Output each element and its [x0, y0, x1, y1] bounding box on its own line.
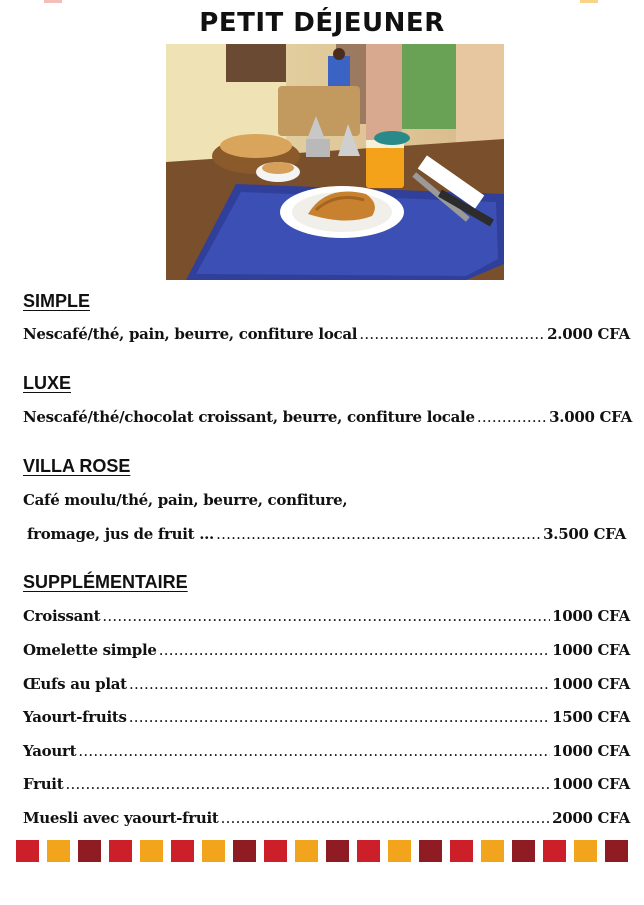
menu-item-supplement	[23, 775, 630, 793]
breakfast-illustration	[166, 44, 504, 280]
item-price: 2.000 CFA	[547, 325, 630, 343]
border-square	[326, 840, 349, 862]
dot-leader	[359, 325, 545, 343]
dot-leader	[159, 641, 550, 659]
border-square	[233, 840, 256, 862]
menu-item-simple	[23, 325, 630, 343]
item-price: 1000 CFA	[552, 641, 630, 659]
border-square	[481, 840, 504, 862]
menu-item-luxe	[23, 408, 632, 426]
border-square	[574, 840, 597, 862]
menu-item-supplement	[23, 675, 630, 693]
section-heading-luxe: LUXE	[23, 373, 72, 393]
dot-leader	[78, 742, 550, 760]
item-price: 3.500 CFA	[543, 525, 626, 543]
section-heading-supplementaire: SUPPLÉMENTAIRE	[23, 572, 188, 592]
item-price: 2000 CFA	[552, 809, 630, 827]
item-name: Croissant	[23, 607, 101, 625]
item-name: Nescafé/thé, pain, beurre, confiture local	[23, 325, 358, 343]
item-price: 1000 CFA	[552, 742, 630, 760]
border-square	[512, 840, 535, 862]
border-square	[357, 840, 380, 862]
item-name: Nescafé/thé/chocolat croissant, beurre, confiture locale	[23, 408, 475, 426]
dot-leader	[221, 809, 551, 827]
border-square	[78, 840, 101, 862]
item-price: 1500 CFA	[552, 708, 630, 726]
border-square	[109, 840, 132, 862]
menu-item-supplement	[23, 708, 630, 726]
item-name: Omelette simple	[23, 641, 157, 659]
item-price: 1000 CFA	[552, 675, 630, 693]
corner-accent	[44, 0, 62, 3]
item-name: Fruit	[23, 775, 64, 793]
border-square	[543, 840, 566, 862]
item-name: Œufs au plat	[23, 675, 127, 693]
border-square	[171, 840, 194, 862]
dot-leader	[129, 675, 550, 693]
border-square	[16, 840, 39, 862]
item-name: Muesli avec yaourt-fruit	[23, 809, 219, 827]
dot-leader	[216, 525, 541, 543]
dot-leader	[129, 708, 550, 726]
menu-item-supplement	[23, 809, 630, 827]
dot-leader	[65, 775, 550, 793]
dot-leader	[102, 607, 550, 625]
border-square	[202, 840, 225, 862]
breakfast-photo	[166, 44, 504, 280]
decorative-border	[16, 840, 628, 864]
section-heading-villa-rose: VILLA ROSE	[23, 456, 131, 476]
item-price: 1000 CFA	[552, 607, 630, 625]
item-name: fromage, jus de fruit ...	[27, 525, 214, 543]
border-square	[47, 840, 70, 862]
border-square	[419, 840, 442, 862]
border-square	[450, 840, 473, 862]
border-square	[388, 840, 411, 862]
item-name: Yaourt	[23, 742, 77, 760]
border-square	[264, 840, 287, 862]
item-name: Yaourt-fruits	[23, 708, 127, 726]
villa-rose-line-1: Café moulu/thé, pain, beurre, confiture,	[23, 491, 348, 509]
border-square	[605, 840, 628, 862]
menu-item-supplement	[23, 607, 630, 625]
menu-item-villa-rose	[27, 525, 626, 543]
border-square	[295, 840, 318, 862]
dot-leader	[477, 408, 547, 426]
menu-item-supplement	[23, 742, 630, 760]
page-title: PETIT DÉJEUNER	[199, 8, 445, 38]
item-price: 3.000 CFA	[549, 408, 632, 426]
item-price: 1000 CFA	[552, 775, 630, 793]
border-square	[140, 840, 163, 862]
menu-item-supplement	[23, 641, 630, 659]
corner-accent	[580, 0, 598, 3]
section-heading-simple: SIMPLE	[23, 291, 91, 311]
